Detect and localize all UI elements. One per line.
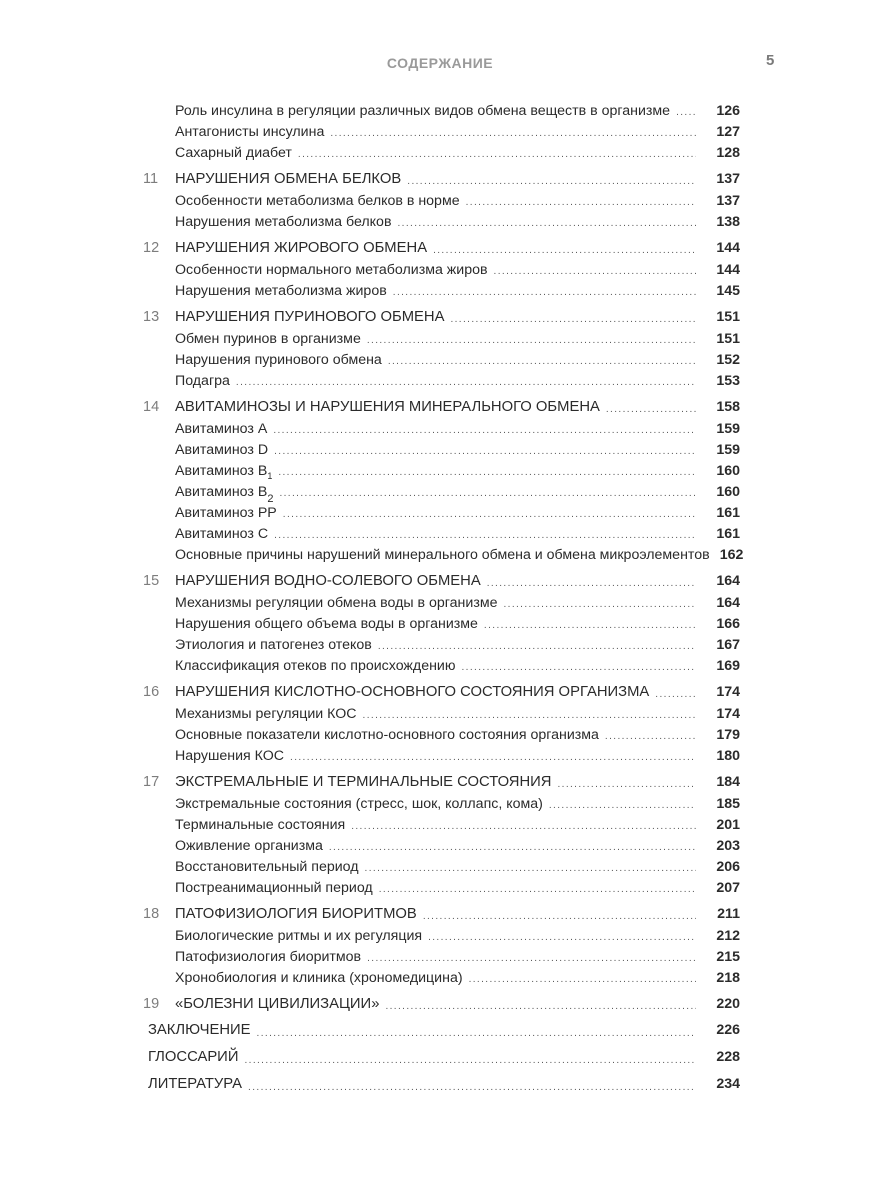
- toc-entry-title-text: Оживление организма: [175, 838, 323, 854]
- chapter-title: «БОЛЕЗНИ ЦИВИЛИЗАЦИИ»: [175, 996, 380, 1012]
- subscript: 2: [267, 493, 274, 505]
- dot-leader: [236, 374, 696, 392]
- toc-entry-page: 179: [716, 727, 740, 743]
- toc-entry[interactable]: [140, 878, 740, 899]
- dot-leader: [494, 263, 696, 281]
- toc-entry-title: [140, 524, 274, 545]
- chapter-number: 13: [143, 309, 160, 325]
- toc-entry-title-text: Нарушения КОС: [175, 748, 285, 764]
- dot-leader: [428, 929, 696, 947]
- subscript: 1: [267, 471, 273, 481]
- toc-entry-title: [140, 482, 279, 503]
- toc-entry-title: Сахарный диабет: [175, 145, 292, 161]
- dot-leader: [605, 728, 696, 746]
- dot-leader: [469, 971, 696, 989]
- toc-entry-title: [140, 794, 549, 815]
- toc-entry-title: [140, 329, 367, 350]
- toc-entry-title: [140, 440, 274, 461]
- toc-entry-page: 169: [716, 658, 740, 674]
- toc-entry-title-text: Нарушения пуринового обмена: [175, 352, 382, 368]
- toc-entry[interactable]: [140, 461, 740, 482]
- toc-entry-title-text: Авитаминоз PP: [175, 505, 277, 521]
- chapter-page: 211: [717, 906, 740, 922]
- toc-entry[interactable]: [140, 260, 740, 281]
- toc-entry[interactable]: [140, 857, 740, 878]
- dot-leader: [367, 950, 696, 968]
- page-number: 5: [766, 52, 775, 69]
- toc-entry-title-text: Авитаминоз C: [175, 526, 269, 542]
- toc-entry-title: [140, 926, 428, 947]
- toc-entry-title-text: Обмен пуринов в организме: [175, 331, 361, 347]
- chapter-entry[interactable]: [140, 994, 740, 1016]
- dot-leader: [329, 839, 696, 857]
- dot-leader: [274, 443, 696, 461]
- toc-entry-title-text: Особенности нормального метаболизма жиров: [175, 262, 488, 278]
- toc-entry-title: [140, 191, 466, 212]
- chapter-number: 12: [143, 240, 160, 256]
- dot-leader: [248, 1079, 696, 1097]
- chapter-page: 184: [716, 774, 740, 790]
- chapter-page: 220: [716, 996, 740, 1012]
- chapter-entry[interactable]: [140, 397, 740, 419]
- toc-entry-title-text: Авитаминоз B: [175, 484, 268, 500]
- toc-entry-title: [140, 704, 363, 725]
- back-matter-entry[interactable]: [140, 1047, 740, 1070]
- toc-entry-page: 126: [716, 103, 740, 119]
- toc-entry-page: 138: [716, 214, 740, 230]
- toc-entry-title: [140, 836, 329, 857]
- toc-entry[interactable]: [140, 371, 740, 392]
- dot-leader: [244, 1052, 696, 1070]
- toc-entry-page: 161: [716, 505, 740, 521]
- dot-leader: [397, 215, 696, 233]
- toc-entry[interactable]: [140, 281, 740, 302]
- chapter-entry[interactable]: [140, 682, 740, 704]
- toc-entry-page: 174: [716, 706, 740, 722]
- toc-entry-title: [140, 725, 605, 746]
- toc-entry-title: [140, 350, 388, 371]
- back-matter-title: ГЛОССАРИЙ: [148, 1049, 239, 1065]
- toc-entry-page: 185: [716, 796, 740, 812]
- chapter-number: 14: [143, 399, 160, 415]
- back-matter-entry[interactable]: [140, 1074, 740, 1097]
- toc-entry[interactable]: [140, 329, 740, 350]
- table-of-contents: [140, 101, 744, 1097]
- toc-entry[interactable]: [140, 746, 740, 767]
- toc-entry[interactable]: [140, 212, 740, 233]
- toc-entry-title: [140, 746, 290, 767]
- toc-entry-page: 137: [716, 193, 740, 209]
- back-matter-title: ЛИТЕРАТУРА: [148, 1076, 243, 1092]
- toc-entry-page: 153: [716, 373, 740, 389]
- dot-leader: [433, 242, 696, 260]
- toc-entry-title-text: Основные причины нарушений минерального обмена и обмена микроэлементов: [175, 547, 710, 563]
- back-matter-page: 228: [716, 1049, 740, 1065]
- chapter-page: 164: [716, 573, 740, 589]
- toc-entry-page: 162: [719, 547, 744, 563]
- toc-entry-page: 207: [716, 880, 740, 896]
- toc-entry-title: [140, 614, 484, 635]
- toc-entry-title: [140, 815, 351, 836]
- chapter-page: 174: [716, 684, 740, 700]
- dot-leader: [676, 104, 696, 122]
- toc-entry[interactable]: [140, 968, 740, 989]
- chapter-page: 137: [716, 171, 740, 187]
- toc-entry-title: [140, 656, 462, 677]
- dot-leader: [363, 707, 696, 725]
- toc-entry-page: 161: [716, 526, 740, 542]
- chapter-entry[interactable]: [140, 904, 740, 926]
- toc-entry-title-text: Нарушения метаболизма белков: [175, 214, 392, 230]
- toc-entry-title: Роль инсулина в регуляции различных видов обмена веществ в организме: [175, 103, 671, 119]
- toc-entry-page: 160: [716, 463, 740, 479]
- dot-leader: [367, 332, 696, 350]
- toc-entry-page: 164: [716, 595, 740, 611]
- toc-entry-title: [140, 212, 397, 233]
- chapter-number: 15: [143, 573, 160, 589]
- dot-leader: [503, 596, 696, 614]
- chapter-page: 158: [716, 399, 740, 415]
- toc-entry-page: 218: [716, 970, 740, 986]
- back-matter-entry[interactable]: [140, 1020, 740, 1043]
- toc-entry-title-text: Нарушения общего объема воды в организме: [175, 616, 478, 632]
- toc-entry-page: 145: [716, 283, 740, 299]
- chapter-entry[interactable]: [140, 238, 740, 260]
- toc-entry-title: [140, 593, 503, 614]
- toc-entry-title: [140, 968, 469, 989]
- toc-entry-page: 127: [716, 124, 740, 140]
- dot-leader: [298, 146, 696, 164]
- toc-entry[interactable]: [140, 350, 740, 371]
- back-matter-page: 234: [716, 1076, 740, 1092]
- toc-entry[interactable]: [140, 836, 740, 857]
- toc-entry-title-text: Особенности метаболизма белков в норме: [175, 193, 460, 209]
- toc-entry-title-text: Классификация отеков по происхождению: [175, 658, 456, 674]
- toc-entry[interactable]: [140, 725, 740, 746]
- chapter-number: 16: [143, 684, 160, 700]
- toc-entry-page: 167: [716, 637, 740, 653]
- toc-entry-title-text: Авитаминоз B: [175, 463, 268, 479]
- dot-leader: [487, 575, 696, 593]
- toc-entry[interactable]: [140, 482, 740, 503]
- toc-entry-title: Антагонисты инсулина: [175, 124, 325, 140]
- toc-entry-title-text: Основные показатели кислотно-основного состояния организма: [175, 727, 599, 743]
- dot-leader: [655, 686, 696, 704]
- chapter-number: 19: [143, 996, 160, 1012]
- toc-entry-page: 215: [716, 949, 740, 965]
- toc-entry-title-text: Терминальные состояния: [175, 817, 346, 833]
- dot-leader: [290, 749, 696, 767]
- toc-entry-title-text: Подагра: [175, 373, 230, 389]
- toc-entry[interactable]: [140, 947, 740, 968]
- dot-leader: [557, 776, 696, 794]
- toc-entry-title-text: Этиология и патогенез отеков: [175, 637, 372, 653]
- chapter-number: 11: [143, 171, 159, 187]
- toc-entry-title: [140, 281, 393, 302]
- chapter-entry[interactable]: [140, 169, 740, 191]
- chapter-number: 17: [143, 774, 160, 790]
- toc-entry-page: 160: [716, 484, 740, 500]
- toc-entry-page: 152: [716, 352, 740, 368]
- toc-entry[interactable]: [140, 926, 740, 947]
- toc-entry-page: 201: [716, 817, 740, 833]
- toc-entry-page: 180: [716, 748, 740, 764]
- toc-entry-title-text: Экстремальные состояния (стресс, шок, коллапс, кома): [175, 796, 543, 812]
- dot-leader: [450, 311, 696, 329]
- dot-leader: [484, 617, 696, 635]
- toc-entry-title: [140, 857, 365, 878]
- toc-entry[interactable]: [140, 524, 740, 545]
- toc-entry-title-text: Механизмы регуляции обмена воды в организме: [175, 595, 498, 611]
- toc-entry[interactable]: [140, 143, 740, 164]
- toc-entry-title-text: Патофизиология биоритмов: [175, 949, 362, 965]
- chapter-page: 151: [716, 309, 740, 325]
- chapter-entry[interactable]: [140, 307, 740, 329]
- toc-entry[interactable]: [140, 656, 740, 677]
- dot-leader: [273, 422, 696, 440]
- back-matter-page: 226: [716, 1022, 740, 1038]
- toc-entry[interactable]: [140, 419, 740, 440]
- dot-leader: [466, 194, 696, 212]
- dot-leader: [283, 506, 696, 524]
- toc-entry[interactable]: [140, 440, 740, 461]
- dot-leader: [462, 659, 697, 677]
- toc-entry[interactable]: [140, 191, 740, 212]
- chapter-entry[interactable]: [140, 571, 740, 593]
- dot-leader: [388, 353, 696, 371]
- running-title: СОДЕРЖАНИЕ: [386, 55, 494, 71]
- toc-entry[interactable]: [140, 122, 740, 143]
- chapter-title: ПАТОФИЗИОЛОГИЯ БИОРИТМОВ: [175, 906, 417, 922]
- toc-entry-title-text: Восстановительный период: [175, 859, 359, 875]
- toc-entry[interactable]: [140, 704, 740, 725]
- toc-entry-page: 159: [716, 442, 740, 458]
- toc-entry-page: 144: [716, 262, 740, 278]
- dot-leader: [274, 527, 696, 545]
- dot-leader: [378, 638, 696, 656]
- toc-entry-title: [140, 461, 278, 482]
- chapter-title: ЭКСТРЕМАЛЬНЫЕ И ТЕРМИНАЛЬНЫЕ СОСТОЯНИЯ: [175, 774, 552, 790]
- toc-entry[interactable]: [140, 614, 740, 635]
- chapter-entry[interactable]: [140, 772, 740, 794]
- dot-leader: [379, 881, 696, 899]
- back-matter-title: ЗАКЛЮЧЕНИЕ: [148, 1022, 251, 1038]
- dot-leader: [549, 797, 696, 815]
- toc-entry-page: 128: [716, 145, 740, 161]
- toc-entry-title-text: Авитаминоз A: [175, 421, 268, 437]
- dot-leader: [385, 998, 696, 1016]
- dot-leader: [330, 125, 696, 143]
- toc-entry-page: 166: [716, 616, 740, 632]
- toc-entry-title-text: Хронобиология и клиника (хрономедицина): [175, 970, 463, 986]
- chapter-title: НАРУШЕНИЯ ОБМЕНА БЕЛКОВ: [175, 171, 402, 187]
- dot-leader: [279, 485, 696, 503]
- toc-entry-title: [140, 947, 367, 968]
- toc-entry-title: [140, 635, 378, 656]
- toc-entry-page: 151: [716, 331, 740, 347]
- dot-leader: [423, 908, 696, 926]
- toc-entry[interactable]: [140, 593, 740, 614]
- toc-entry-title-text: Нарушения метаболизма жиров: [175, 283, 387, 299]
- chapter-number: 18: [143, 906, 160, 922]
- chapter-title: НАРУШЕНИЯ ПУРИНОВОГО ОБМЕНА: [175, 309, 445, 325]
- toc-entry-title-text: Биологические ритмы и их регуляция: [175, 928, 423, 944]
- toc-entry-page: 212: [716, 928, 740, 944]
- chapter-title: НАРУШЕНИЯ ЖИРОВОГО ОБМЕНА: [175, 240, 428, 256]
- toc-entry-title: [140, 260, 494, 281]
- toc-entry[interactable]: [140, 101, 740, 122]
- dot-leader: [351, 818, 696, 836]
- chapter-page: 144: [716, 240, 740, 256]
- toc-entry[interactable]: [140, 815, 740, 836]
- dot-leader: [393, 284, 696, 302]
- dot-leader: [278, 464, 696, 482]
- toc-entry-title: [140, 878, 379, 899]
- dot-leader: [407, 173, 696, 191]
- toc-entry[interactable]: [140, 794, 740, 815]
- dot-leader: [257, 1025, 696, 1043]
- chapter-title: НАРУШЕНИЯ КИСЛОТНО-ОСНОВНОГО СОСТОЯНИЯ ОРГАНИЗМА: [175, 684, 650, 700]
- toc-entry-title-text: Механизмы регуляции КОС: [175, 706, 357, 722]
- toc-entry-title: [140, 419, 273, 440]
- toc-entry[interactable]: [140, 503, 740, 524]
- toc-entry-page: 206: [716, 859, 740, 875]
- chapter-title: АВИТАМИНОЗЫ И НАРУШЕНИЯ МИНЕРАЛЬНОГО ОБМЕНА: [175, 399, 600, 415]
- toc-entry-title: [140, 545, 716, 566]
- dot-leader: [365, 860, 696, 878]
- toc-entry-title: [140, 503, 283, 524]
- chapter-title: НАРУШЕНИЯ ВОДНО-СОЛЕВОГО ОБМЕНА: [175, 573, 481, 589]
- toc-entry-title-text: Постреанимационный период: [175, 880, 373, 896]
- toc-entry-page: 159: [716, 421, 740, 437]
- toc-entry[interactable]: [140, 635, 740, 656]
- toc-entry-page: 203: [716, 838, 740, 854]
- toc-entry-title: [140, 371, 236, 392]
- dot-leader: [606, 401, 696, 419]
- toc-entry[interactable]: [140, 545, 744, 566]
- toc-entry-title-text: Авитаминоз D: [175, 442, 269, 458]
